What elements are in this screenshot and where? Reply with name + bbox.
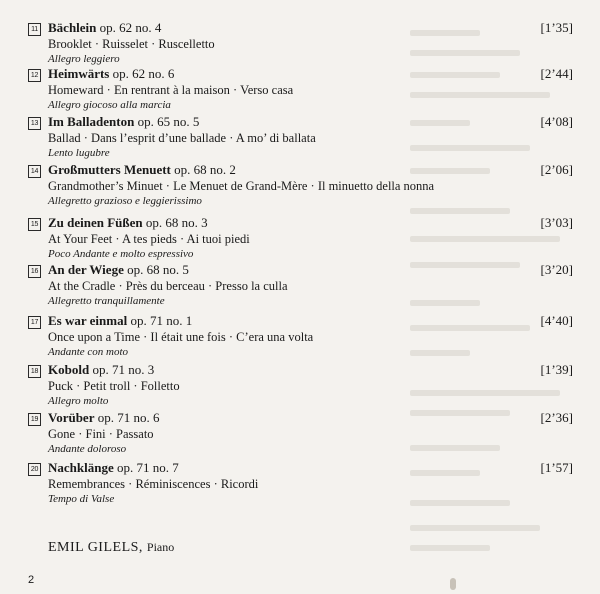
paper-mark	[450, 578, 456, 590]
track-heading	[48, 20, 161, 36]
track-title: Zu deinen Füßen	[48, 215, 143, 230]
track-entry	[28, 114, 573, 160]
track-tempo: Allegretto tranquillamente	[48, 295, 165, 307]
track-heading	[48, 262, 189, 278]
track-duration: [4’08]	[540, 114, 573, 129]
track-title: An der Wiege	[48, 262, 124, 277]
track-title: Vorüber	[48, 410, 95, 425]
track-number: 16	[28, 265, 41, 278]
track-duration: [1’57]	[540, 460, 573, 475]
track-number: 11	[28, 23, 41, 36]
track-number: 19	[28, 413, 41, 426]
track-opus: op. 68 no. 2	[174, 162, 236, 177]
track-title: Nachklänge	[48, 460, 114, 475]
track-translations: Brooklet · Ruisselet · Ruscelletto	[48, 37, 215, 51]
track-tempo: Poco Andante e molto espressivo	[48, 248, 194, 260]
track-opus: op. 68 no. 3	[145, 215, 208, 230]
track-number: 17	[28, 316, 41, 329]
track-entry	[28, 262, 573, 308]
track-tempo: Lento lugubre	[48, 147, 110, 159]
performer-credit: EMIL GILELS, Piano	[48, 540, 175, 555]
track-heading	[48, 114, 199, 130]
track-opus: op. 68 no. 5	[127, 262, 189, 277]
track-title: Es war einmal	[48, 313, 128, 328]
performer-name: EMIL GILELS	[48, 540, 139, 555]
track-opus: op. 65 no. 5	[137, 114, 200, 129]
track-tempo: Allegretto grazioso e leggierissimo	[48, 195, 202, 207]
track-heading	[48, 313, 192, 329]
track-translations: Homeward · En rentrant à la maison · Verso casa	[48, 83, 294, 97]
track-heading	[48, 460, 179, 476]
page-number: 2	[28, 574, 35, 586]
track-title: Bächlein	[48, 20, 97, 35]
track-translations: Remembrances · Réminiscences · Ricordi	[48, 477, 259, 491]
track-translations: At Your Feet · A tes pieds · Ai tuoi piedi	[48, 232, 250, 246]
track-number: 20	[28, 463, 41, 476]
track-tempo: Andante doloroso	[48, 443, 127, 455]
track-opus: op. 71 no. 3	[92, 362, 155, 377]
track-entry	[28, 362, 573, 408]
track-duration: [1’35]	[540, 20, 573, 35]
track-duration: [2’36]	[540, 410, 573, 425]
track-heading	[48, 162, 236, 178]
track-opus: op. 62 no. 4	[99, 20, 162, 35]
track-entry	[28, 313, 573, 359]
track-number: 13	[28, 117, 41, 130]
track-tempo: Allegro leggiero	[48, 53, 120, 65]
track-entry	[28, 215, 573, 261]
track-duration: [4’40]	[540, 313, 573, 328]
track-entry	[28, 162, 573, 208]
track-duration: [2’44]	[540, 66, 573, 81]
track-tempo: Allegro giocoso alla marcia	[48, 99, 171, 111]
track-duration: [1’39]	[540, 362, 573, 377]
track-translations: Puck · Petit troll · Folletto	[48, 379, 180, 393]
track-heading	[48, 215, 208, 231]
track-translations: Once upon a Time · Il était une fois · C’era una volta	[48, 330, 314, 344]
performer-instrument: Piano	[146, 540, 175, 554]
track-entry	[28, 410, 573, 456]
track-entry	[28, 20, 573, 66]
track-entry	[28, 66, 573, 112]
track-heading	[48, 66, 174, 82]
track-number: 18	[28, 365, 41, 378]
track-number: 14	[28, 165, 41, 178]
track-duration: [3’20]	[540, 262, 573, 277]
track-heading	[48, 410, 159, 426]
track-opus: op. 62 no. 6	[112, 66, 175, 81]
track-opus: op. 71 no. 1	[130, 313, 193, 328]
track-title: Heimwärts	[48, 66, 110, 81]
track-title: Kobold	[48, 362, 90, 377]
track-number: 15	[28, 218, 41, 231]
track-opus: op. 71 no. 6	[97, 410, 160, 425]
track-opus: op. 71 no. 7	[116, 460, 179, 475]
track-tempo: Allegro molto	[48, 395, 109, 407]
track-translations: At the Cradle · Près du berceau · Presso la culla	[48, 279, 288, 293]
track-tempo: Andante con moto	[48, 346, 129, 358]
track-entry	[28, 460, 573, 506]
track-tempo: Tempo di Valse	[48, 493, 115, 505]
track-translations: Grandmother’s Minuet · Le Menuet de Grand-Mère · Il minuetto della nonna	[48, 179, 435, 193]
track-title: Großmutters Menuett	[48, 162, 171, 177]
track-translations: Gone · Fini · Passato	[48, 427, 154, 441]
track-title: Im Balladenton	[48, 114, 135, 129]
track-duration: [2’06]	[540, 162, 573, 177]
track-number: 12	[28, 69, 41, 82]
track-translations: Ballad · Dans l’esprit d’une ballade · A mo’ di ballata	[48, 131, 316, 145]
track-heading	[48, 362, 154, 378]
track-duration: [3’03]	[540, 215, 573, 230]
